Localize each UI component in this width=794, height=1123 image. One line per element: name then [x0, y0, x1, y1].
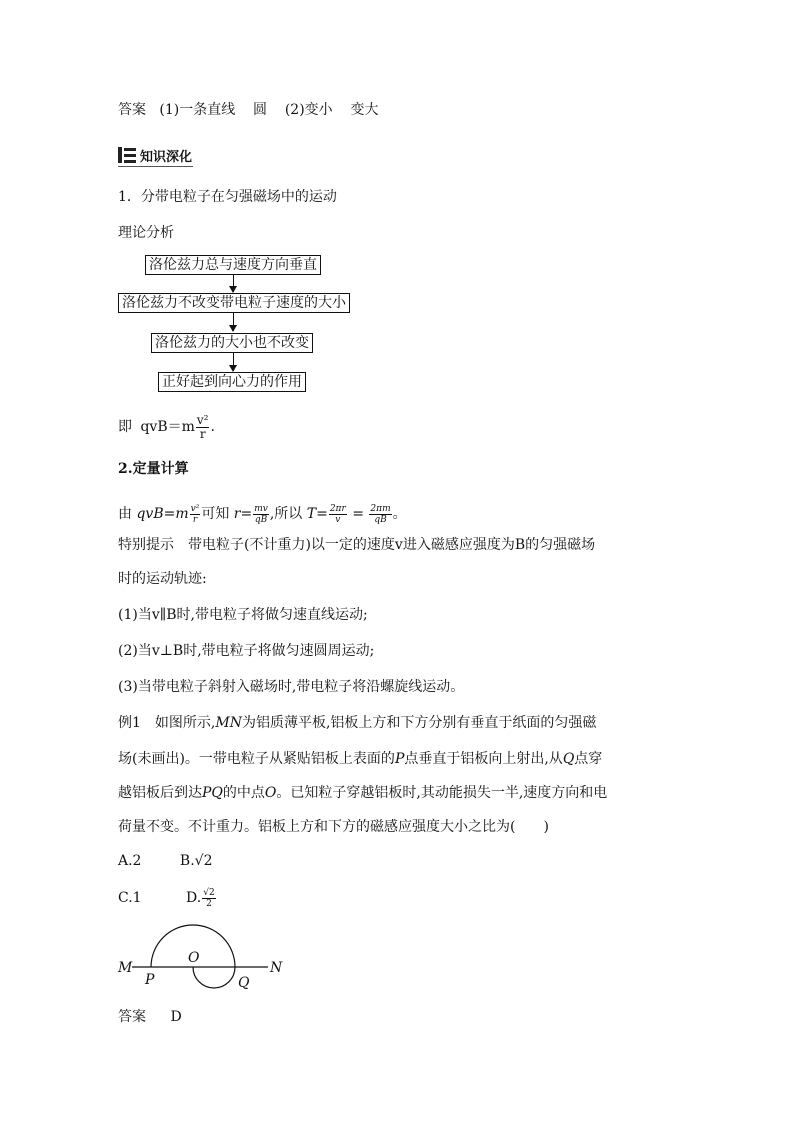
- flow-arrow-icon: [233, 313, 234, 331]
- fraction: $\frac{2\pi r}{v}$: [329, 503, 346, 525]
- label-M: M: [118, 960, 133, 976]
- flow-box-2: 洛伦兹力不改变带电粒子速度的大小: [118, 293, 350, 313]
- fraction: $\frac{\text{v²}}{r}$: [196, 412, 209, 441]
- item1-title: 1．分带电粒子在匀强磁场中的运动: [118, 189, 337, 205]
- tip-line: 时的运动轨迹:: [118, 571, 207, 587]
- answer-part: (1)一条直线: [159, 102, 236, 118]
- label-Q: Q: [238, 975, 250, 991]
- option-c: C.1: [118, 890, 142, 906]
- option-b: B.√2: [179, 853, 213, 869]
- tip-item: (1)当v∥B时,带电粒子将做匀速直线运动;: [118, 607, 368, 623]
- item2-title: 2.定量计算: [118, 461, 189, 477]
- option-a: A.2: [118, 853, 142, 869]
- tip-line: 特别提示 带电粒子(不计重力)以一定的速度v进入磁感应强度为B的匀强磁场: [118, 537, 596, 553]
- answer-line: [118, 101, 378, 119]
- options-ab: [118, 852, 213, 870]
- section-title: 知识深化: [140, 149, 193, 165]
- example-line: 例1 如图所示,MN为铝质薄平板,铝板上方和下方分别有垂直于纸面的匀强磁: [118, 715, 597, 731]
- lower-arc: [193, 967, 235, 988]
- formula-2: 由 qvB=m $\frac{\text{v²}}{r}$ 可知 r= $\frac{mv}{qB}$ ,所以 T= $\frac{2\pi r}{v}$ = $\frac{2\pi m}{qB}$ 。: [118, 503, 407, 525]
- theory-title: 理论分析: [118, 225, 174, 241]
- answer-part: 变大: [350, 102, 379, 118]
- answer-part: (2)变小: [284, 102, 333, 118]
- flow-box-3: 洛伦兹力的大小也不改变: [151, 333, 313, 353]
- tip-item: (3)当带电粒子斜射入磁场时,带电粒子将沿螺旋线运动。: [118, 679, 465, 695]
- label-O: O: [188, 950, 200, 966]
- answer-part: 圆: [253, 102, 268, 118]
- section-header: [118, 145, 192, 165]
- flow-arrow-icon: [233, 353, 234, 371]
- fraction: $\frac{mv}{qB}$: [254, 503, 268, 525]
- example-line: 荷量不变。不计重力。铝板上方和下方的磁感应强度大小之比为( ): [118, 819, 549, 835]
- flow-arrow-icon: [233, 275, 234, 292]
- formula-1: 即 qvB＝m $\frac{\text{v²}}{r}$ .: [118, 412, 215, 441]
- section-underline: [118, 166, 193, 167]
- flow-box-1: 洛伦兹力总与速度方向垂直: [145, 255, 321, 275]
- fraction: $\frac{√2}{2}$: [203, 887, 215, 909]
- fraction: $\frac{2\pi m}{qB}$: [370, 503, 391, 525]
- label-N: N: [270, 960, 283, 976]
- answer-label: 答案: [118, 102, 146, 118]
- section-list-icon: [118, 147, 136, 163]
- example-line: 越铝板后到达PQ的中点O。已知粒子穿越铝板时,其动能损失一半,速度方向和电: [118, 785, 608, 801]
- example-line: 场(未画出)。一带电粒子从紧贴铝板上表面的P点垂直于铝板向上射出,从Q点穿: [118, 751, 603, 767]
- option-d: D. $\frac{√2}{2}$: [186, 887, 215, 909]
- tip-item: (2)当v⊥B时,带电粒子将做匀速圆周运动;: [118, 643, 375, 659]
- options-cd: [118, 884, 217, 912]
- label-P: P: [145, 972, 155, 988]
- trajectory-figure: [110, 915, 300, 995]
- final-answer: 答案 D: [118, 1009, 182, 1025]
- flow-box-4: 正好起到向心力的作用: [158, 372, 306, 392]
- fraction: $\frac{\text{v²}}{r}$: [190, 503, 200, 525]
